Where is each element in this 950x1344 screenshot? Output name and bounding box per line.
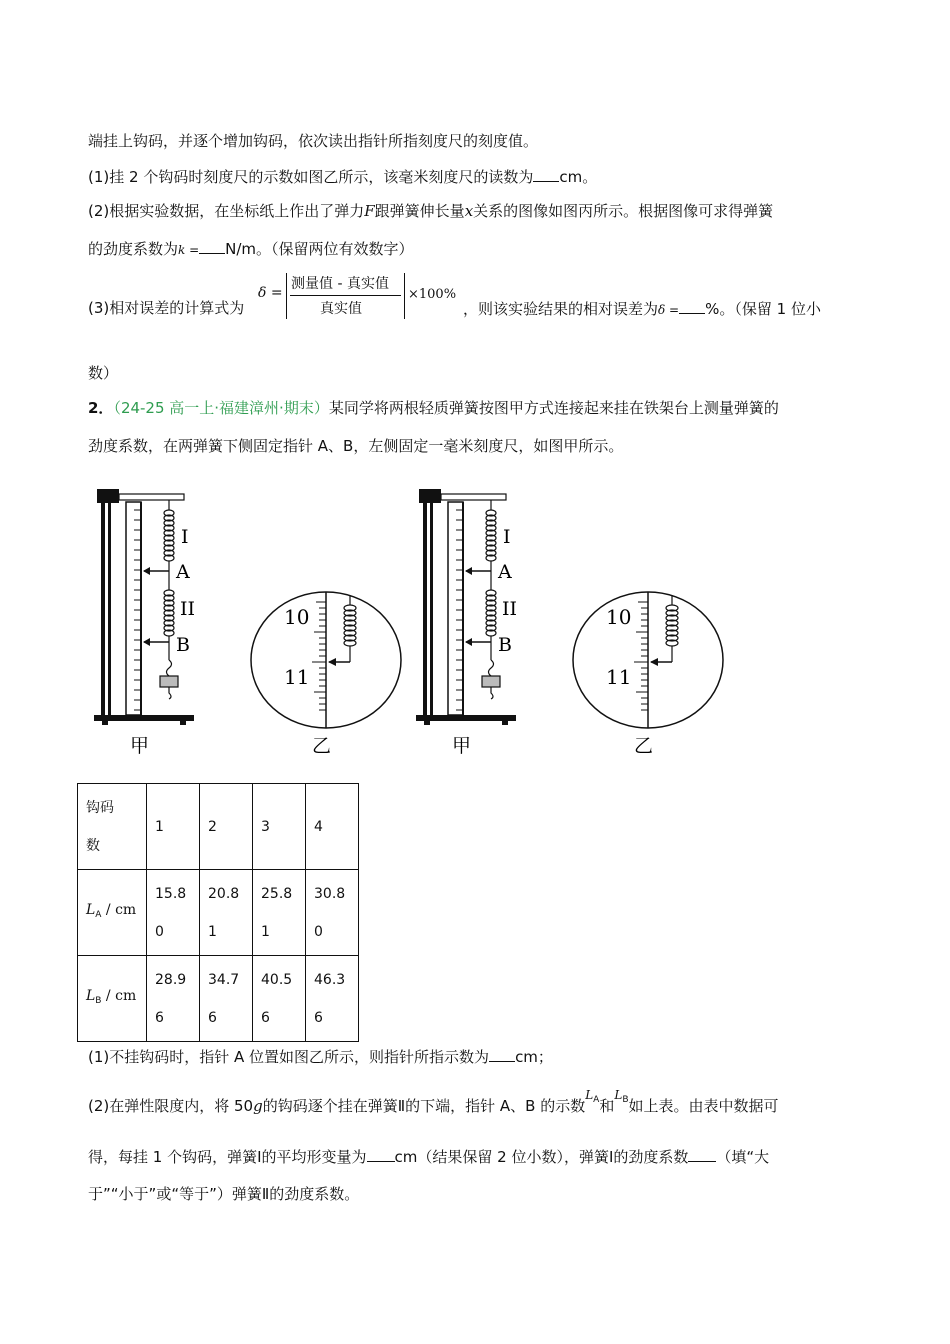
figure-pair	[88, 480, 848, 765]
table-cell: 40.5 6	[253, 956, 306, 1042]
table-cell: 46.3 6	[306, 956, 359, 1042]
question-2-stem-cont: 劲度系数，在两弹簧下侧固定指针 A、B，左侧固定一毫米刻度尺，如图甲所示。	[88, 437, 624, 455]
table-cell: 28.9 6	[147, 956, 200, 1042]
table-header-cell: $L_B$ / cm	[78, 956, 147, 1042]
tick-label-10: 10	[284, 605, 310, 629]
spring-1-label: I	[503, 526, 511, 548]
pointer-a-label: A	[498, 561, 512, 583]
pointer-b-label: B	[176, 634, 190, 656]
table-cell: 4	[306, 784, 359, 870]
question-1-part-1: (1)挂 2 个钩码时刻度尺的示数如图乙所示，该毫米刻度尺的读数为 cm。	[88, 168, 598, 186]
table-header-cell: $L_A$ / cm	[78, 870, 147, 956]
question-1-part-2: (2)根据实验数据，在坐标纸上作出了弹力F跟弹簧伸长量x关系的图像如图丙所示。根据图像可求得弹簧	[88, 202, 774, 220]
figure-yi-1	[251, 592, 401, 728]
table-header-cell: 钩码 数	[78, 784, 147, 870]
table-cell: 1	[147, 784, 200, 870]
tick-label-10: 10	[606, 605, 632, 629]
table-cell: 20.8 1	[200, 870, 253, 956]
table-cell: 30.8 0	[306, 870, 359, 956]
answer-blank[interactable]	[199, 238, 225, 254]
answer-blank[interactable]	[679, 298, 705, 314]
figure-jia-label: 甲	[452, 735, 472, 757]
table-cell: 2	[200, 784, 253, 870]
question-source[interactable]: （24-25 高一上·福建漳州·期末）	[113, 399, 329, 417]
data-table	[77, 783, 359, 1042]
pointer-b-label: B	[498, 634, 512, 656]
figure-jia-1	[94, 489, 195, 757]
table-row	[78, 784, 359, 870]
question-2-part-1: (1)不挂钩码时，指针 A 位置如图乙所示，则指针所指示数为 cm；	[88, 1048, 553, 1066]
figure-yi-2	[573, 592, 723, 728]
question-1-part-3-cont: ，则该实验结果的相对误差为δ = %。（保留 1 位小	[463, 300, 821, 318]
figure-yi-label: 乙	[634, 735, 654, 757]
text-line-0: 端挂上钩码，并逐个增加钩码，依次读出指针所指刻度尺的刻度值。	[88, 132, 539, 150]
table-row	[78, 956, 359, 1042]
figure-yi-label: 乙	[312, 735, 332, 757]
spring-1-label: I	[181, 526, 189, 548]
answer-blank[interactable]	[489, 1046, 515, 1062]
spring-2-label: II	[180, 598, 196, 620]
question-2-part-2: (2)在弹性限度内，将 50g的钩码逐个挂在弹簧Ⅱ的下端，指针 A、B 的示数$^{L_A}$和$^{L_B}$如上表。由表中数据可	[88, 1088, 779, 1115]
pointer-a-label: A	[176, 561, 190, 583]
table-cell: 3	[253, 784, 306, 870]
spring-2-label: II	[502, 598, 518, 620]
figure-jia-2	[416, 489, 517, 757]
question-2-part-2-end: 于”“小于”或“等于”）弹簧Ⅱ的劲度系数。	[88, 1185, 360, 1203]
question-1-part-3: (3)相对误差的计算式为	[88, 299, 245, 317]
answer-blank[interactable]	[688, 1146, 716, 1162]
text-line-5: 数）	[88, 364, 119, 382]
tick-label-11: 11	[606, 665, 632, 689]
answer-blank[interactable]	[367, 1146, 395, 1162]
figure-jia-label: 甲	[130, 735, 150, 757]
question-2-part-2-cont: 得，每挂 1 个钩码，弹簧Ⅰ的平均形变量为 cm（结果保留 2 位小数），弹簧Ⅰ的劲度系数 （填“大	[88, 1148, 770, 1166]
table-cell: 15.8 0	[147, 870, 200, 956]
answer-blank[interactable]	[533, 166, 559, 182]
question-1-part-2-cont: 的劲度系数为k = N/m。（保留两位有效数字）	[88, 240, 414, 258]
table-row	[78, 870, 359, 956]
table-cell: 25.8 1	[253, 870, 306, 956]
table-cell: 34.7 6	[200, 956, 253, 1042]
tick-label-11: 11	[284, 665, 310, 689]
question-2-stem: 2．（24-25 高一上·福建漳州·期末）某同学将两根轻质弹簧按图甲方式连接起来挂在铁架台上测量弹簧的	[88, 399, 779, 417]
relative-error-formula: δ = 测量值 - 真实值 真实值 ×100%	[258, 271, 468, 321]
